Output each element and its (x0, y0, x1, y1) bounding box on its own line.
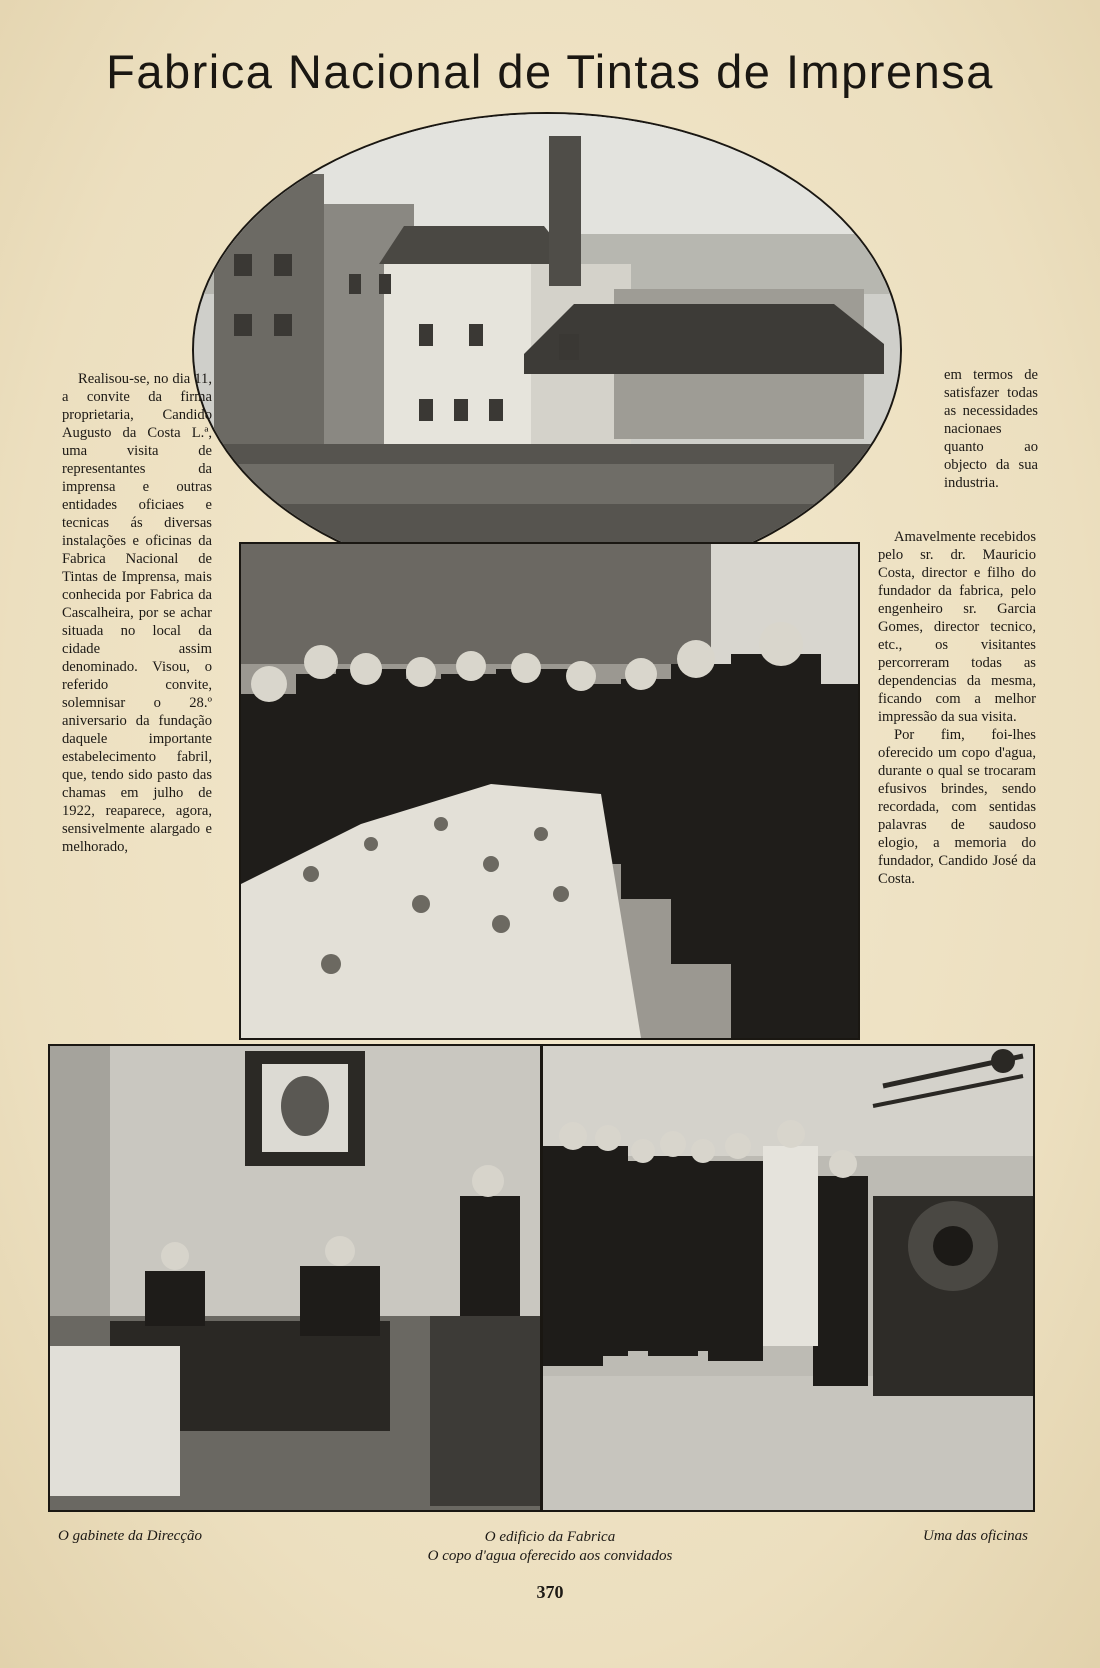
article-right-column (878, 528, 1036, 888)
direction-office-photo (48, 1044, 542, 1512)
caption-banquet: O copo d'agua oferecido aos convidados (427, 1548, 673, 1564)
article-paragraph: Realisou-se, no dia 11, a convite da firma proprietaria, Candido Augusto da Costa L.ª, uma visita de representantes da imprensa e outras entidades oficiaes e tecnicas ás diversas instalações e oficinas da Fabrica Nacional de Tintas de Imprensa, mais conhecida por Fabrica da Cascalheira, por se achar situada no local da cidade assim denominado. Visou, o referido convite, solemnisar o 28.º aniversario da fundação daquele importante estabelecimento fabril, que, tendo sido pasto das chamas em julho de 1922, reaparece, agora, sensivelmente alargado e melhorado, (62, 371, 212, 855)
banquet-photo (239, 542, 860, 1040)
caption-office: O gabinete da Direcção (58, 1528, 202, 1544)
page-number: 370 (536, 1582, 564, 1602)
article-left-column (62, 370, 212, 856)
article-paragraph: Amavelmente recebidos pelo sr. dr. Mauricio Costa, director e filho do fundador da fabrica, pelo engenheiro sr. Garcia Gomes, director tecnico, etc., os visitantes percorreram todas as dependencias da mesma, ficando com a melhor impressão da sua visita. (878, 529, 1036, 725)
factory-building-photo (192, 112, 902, 588)
article-paragraph-continued: em termos de satisfazer todas as necessidades nacionaes quanto ao objecto da sua industria. (944, 367, 1038, 491)
caption-workshop: Uma das oficinas (923, 1528, 1028, 1544)
article-right-top-column (944, 366, 1038, 492)
workshop-photo (541, 1044, 1035, 1512)
article-paragraph: Por fim, foi-lhes oferecido um copo d'agua, durante o qual se trocaram efusivos brindes, sendo recordada, com sentidas palavras de saudoso elogio, a memoria do fundador, Candido José da Costa. (878, 727, 1036, 887)
caption-center (300, 1528, 800, 1566)
caption-building: O edificio da Fabrica (484, 1529, 616, 1545)
page-title: Fabrica Nacional de Tintas de Imprensa (106, 45, 994, 98)
